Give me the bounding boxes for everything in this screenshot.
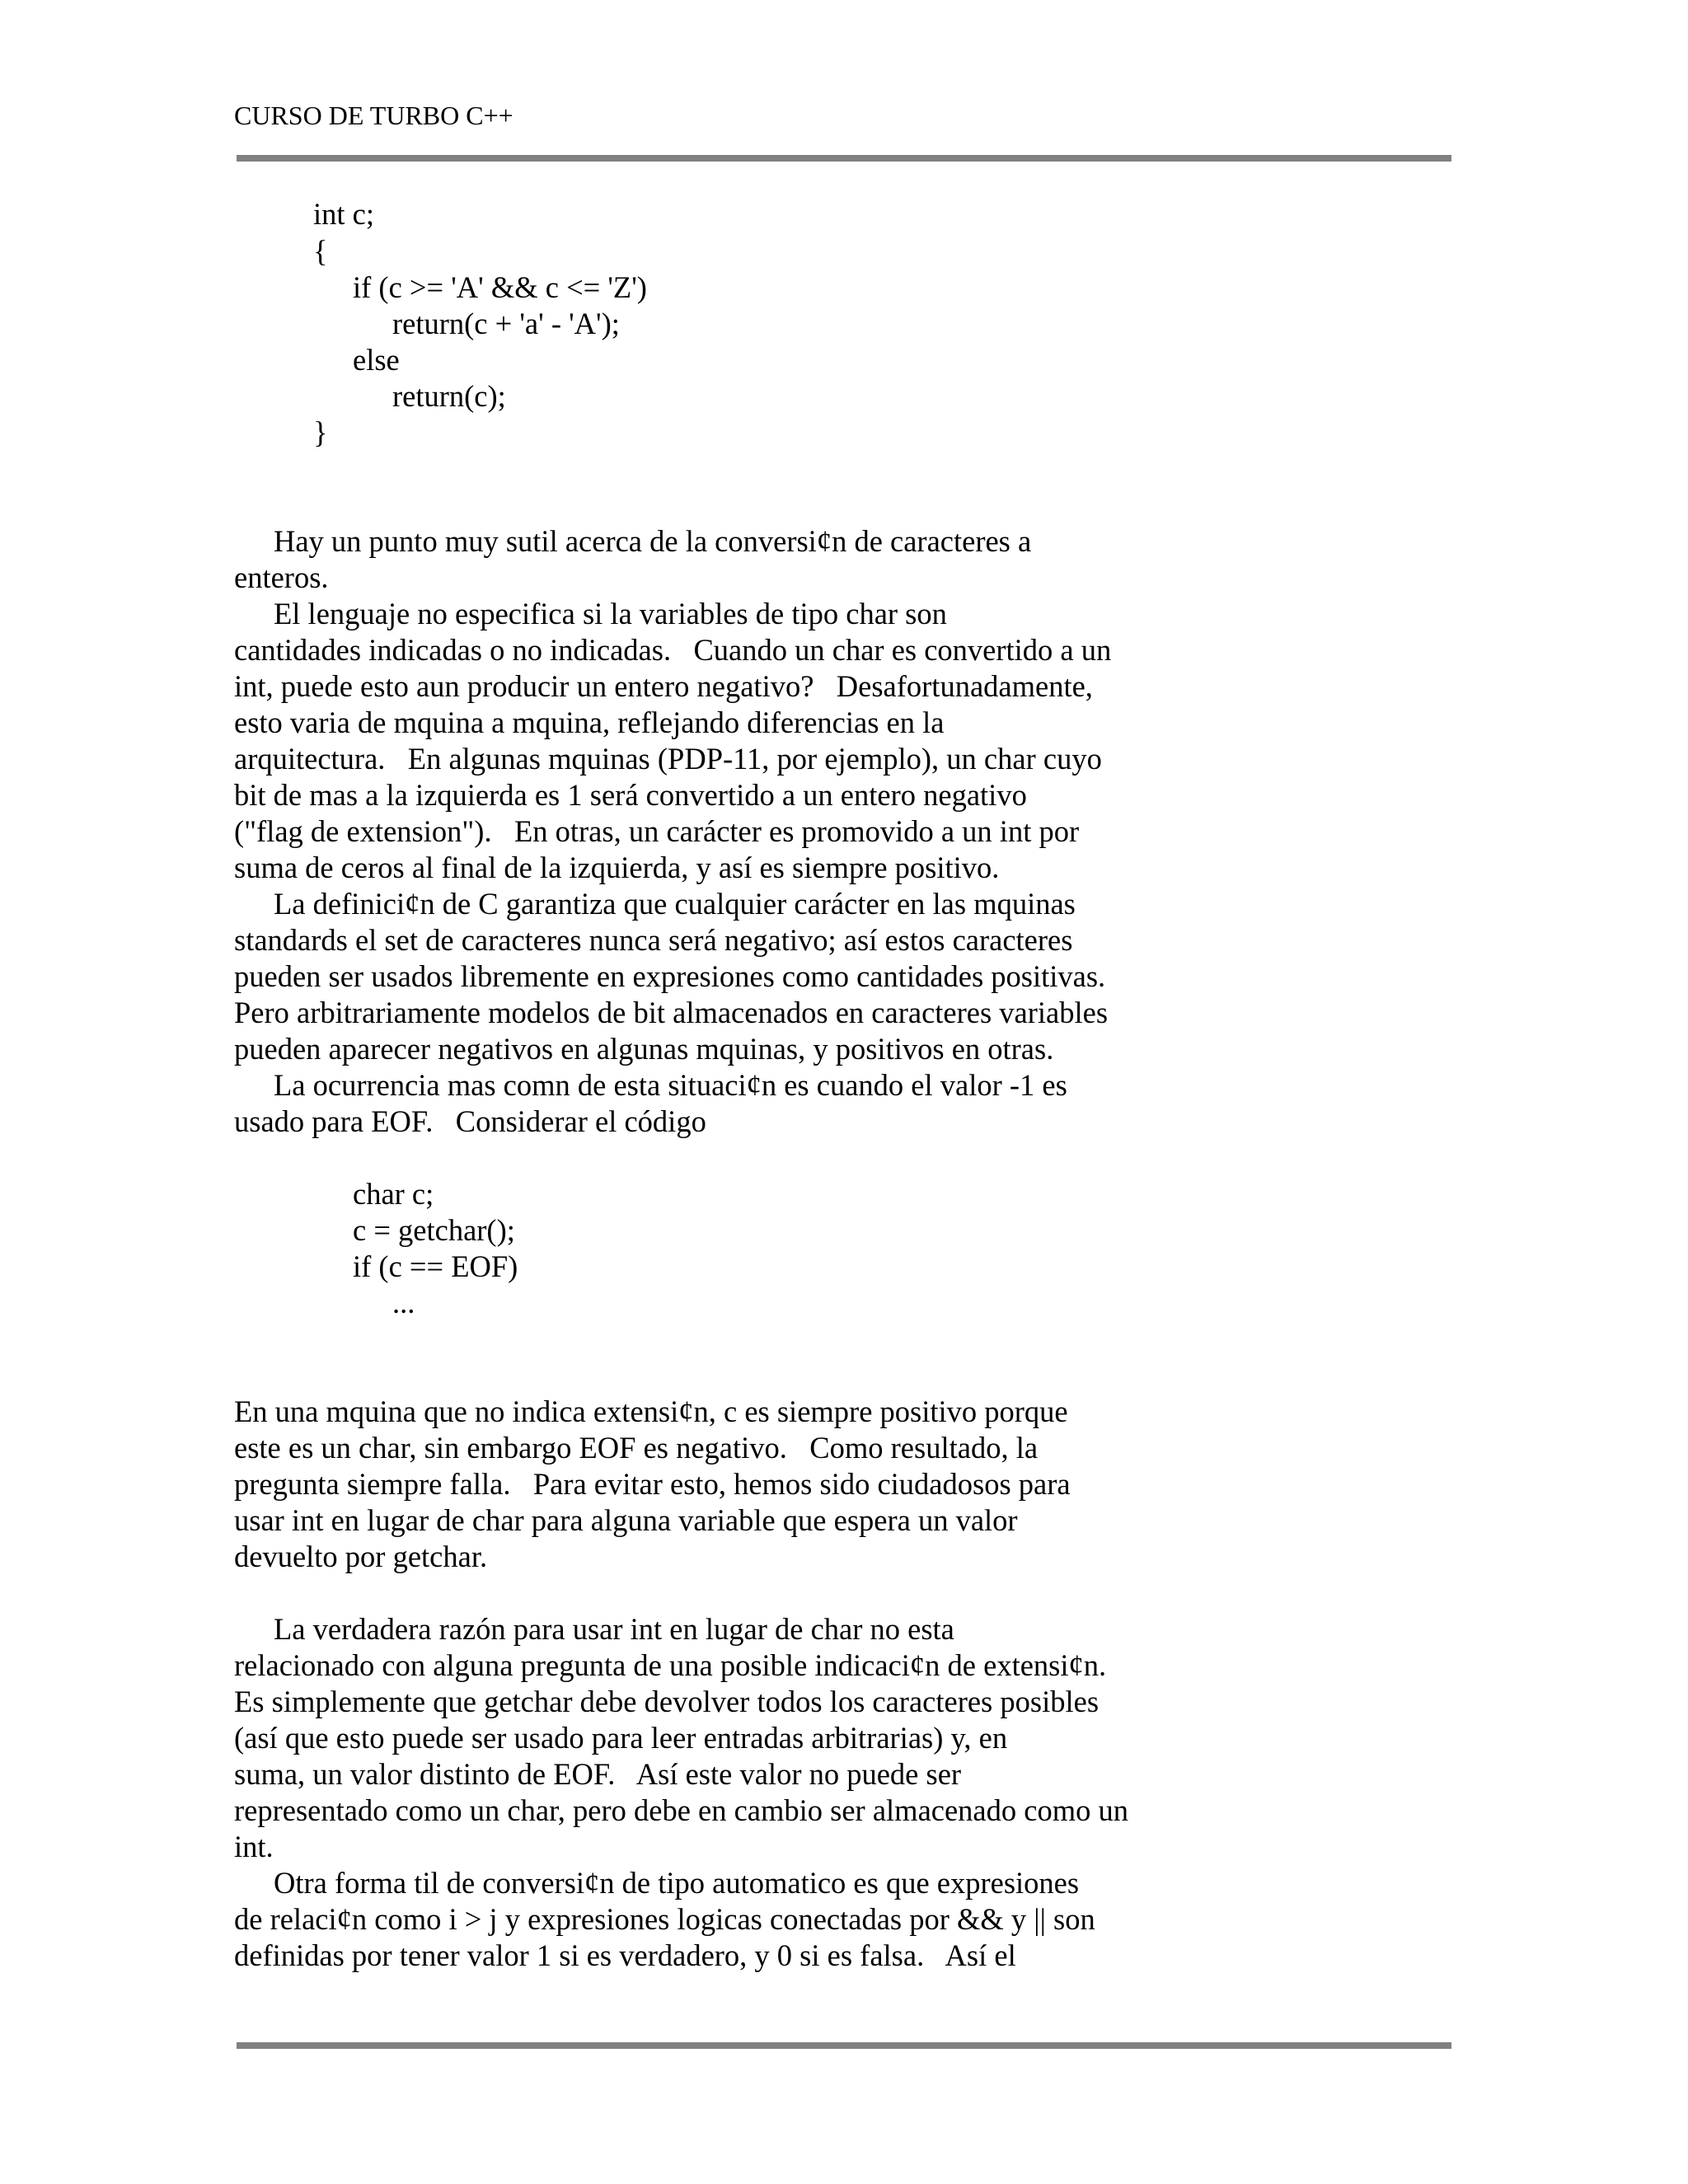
text-line: devuelto por getchar. [234, 1540, 488, 1573]
text-line: La definici¢n de C garantiza que cualquier carácter en las mquinas [274, 887, 1076, 921]
text-line: pregunta siempre falla. Para evitar esto, hemos sido ciudadosos para [234, 1467, 1071, 1501]
text-line: suma, un valor distinto de EOF. Así este valor no puede ser [234, 1757, 962, 1791]
header-title: CURSO DE TURBO C++ [234, 101, 513, 130]
text-line: El lenguaje no especifica si la variables de tipo char son [274, 597, 947, 630]
text-line: La ocurrencia mas comn de esta situaci¢n es cuando el valor -1 es [274, 1068, 1067, 1102]
text-line: relacionado con alguna pregunta de una posible indicaci¢n de extensi¢n. [234, 1648, 1107, 1682]
text-line: arquitectura. En algunas mquinas (PDP-11, por ejemplo), un char cuyo [234, 742, 1102, 776]
text-line: En una mquina que no indica extensi¢n, c es siempre positivo porque [234, 1394, 1068, 1428]
code-line: if (c == EOF) [353, 1249, 518, 1283]
text-line: bit de mas a la izquierda es 1 será convertido a un entero negativo [234, 778, 1027, 812]
text-line: este es un char, sin embargo EOF es negativo. Como resultado, la [234, 1431, 1039, 1465]
text-line: Otra forma til de conversi¢n de tipo automatico es que expresiones [274, 1866, 1080, 1900]
footer-rule [237, 2042, 1451, 2049]
text-line: pueden ser usados libremente en expresiones como cantidades positivas. [234, 959, 1106, 993]
text-line: de relaci¢n como i > j y expresiones logicas conectadas por && y || son [234, 1902, 1095, 1936]
text-line: int, puede esto aun producir un entero negativo? Desafortunadamente, [234, 669, 1093, 703]
code-line: return(c); [392, 379, 506, 413]
code-line: } [313, 415, 328, 449]
code-line: char c; [353, 1177, 434, 1211]
text-line: cantidades indicadas o no indicadas. Cuando un char es convertido a un [234, 633, 1112, 667]
text-line: ("flag de extension"). En otras, un carácter es promovido a un int por [234, 814, 1080, 848]
text-line: enteros. [234, 560, 329, 594]
header-rule [237, 155, 1451, 162]
text-line: suma de ceros al final de la izquierda, y así es siempre positivo. [234, 851, 1000, 884]
text-line: Es simplemente que getchar debe devolver todos los caracteres posibles [234, 1685, 1100, 1718]
text-line: pueden aparecer negativos en algunas mquinas, y positivos en otras. [234, 1032, 1054, 1066]
text-line: La verdadera razón para usar int en lugar de char no esta [274, 1612, 954, 1646]
text-line: (así que esto puede ser usado para leer entradas arbitrarias) y, en [234, 1721, 1008, 1755]
code-line: int c; [313, 197, 374, 231]
text-line: Pero arbitrariamente modelos de bit almacenados en caracteres variables [234, 996, 1109, 1029]
code-line: { [313, 234, 328, 268]
text-line: int. [234, 1830, 274, 1863]
text-line: definidas por tener valor 1 si es verdadero, y 0 si es falsa. Así el [234, 1938, 1016, 1972]
text-line: usado para EOF. Considerar el código [234, 1104, 706, 1138]
text-line: esto varia de mquina a mquina, reflejando diferencias en la [234, 705, 945, 739]
code-line: c = getchar(); [353, 1213, 515, 1247]
code-line: ... [392, 1286, 415, 1319]
text-line: Hay un punto muy sutil acerca de la conversi¢n de caracteres a [274, 524, 1032, 558]
text-line: standards el set de caracteres nunca será negativo; así estos caracteres [234, 923, 1073, 957]
code-line: return(c + 'a' - 'A'); [392, 307, 620, 340]
text-line: usar int en lugar de char para alguna variable que espera un valor [234, 1503, 1018, 1537]
text-line: representado como un char, pero debe en cambio ser almacenado como un [234, 1793, 1128, 1827]
code-line: else [353, 343, 400, 377]
code-line: if (c >= 'A' && c <= 'Z') [353, 270, 647, 304]
